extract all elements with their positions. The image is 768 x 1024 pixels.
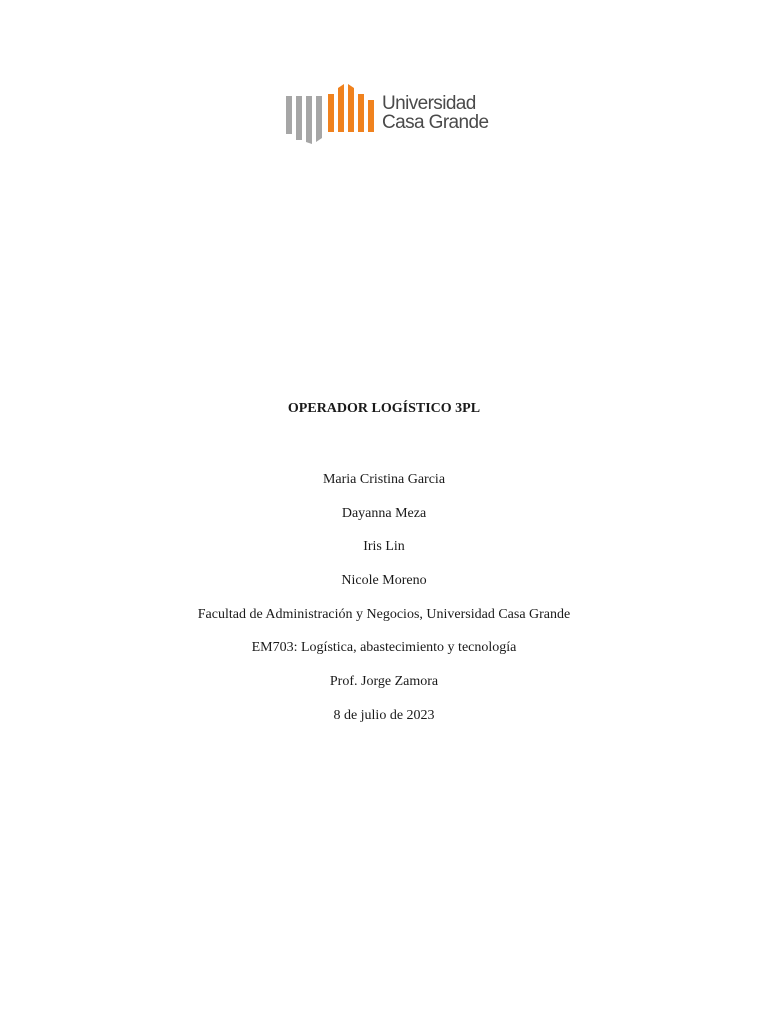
logo-wordmark — [382, 94, 488, 132]
university-logo-icon — [286, 82, 382, 148]
course-line: EM703: Logística, abastecimiento y tecnología — [251, 640, 517, 656]
university-logo — [286, 82, 496, 148]
date-line: 8 de julio de 2023 — [333, 707, 435, 723]
professor-line: Prof. Jorge Zamora — [329, 674, 439, 690]
faculty-line: Facultad de Administración y Negocios, Universidad Casa Grande — [197, 606, 571, 622]
author-2: Dayanna Meza — [341, 505, 427, 521]
logo-line-1: Universidad — [382, 93, 476, 114]
logo-line-2: Casa Grande — [382, 112, 489, 133]
author-1: Maria Cristina Garcia — [322, 472, 446, 487]
author-4: Nicole Moreno — [341, 573, 427, 589]
document-title: OPERADOR LOGÍSTICO 3PL — [287, 401, 481, 416]
cover-info — [0, 470, 768, 740]
author-3: Iris Lin — [363, 539, 405, 555]
